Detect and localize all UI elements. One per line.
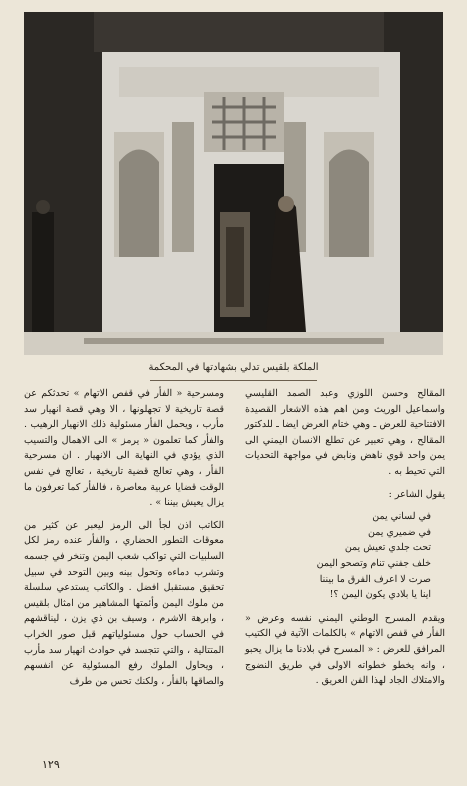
- poem-line: اينا يا بلادي يكون اليمن ؟!: [329, 589, 431, 601]
- poem-line: صرت لا اعرف الفرق ما بيننا: [319, 573, 431, 585]
- left-paragraph-2: الكاتب اذن لجأ الى الرمز ليعبر عن كثير من معوقات التطور الحضاري ، والفأر عنده رمز لكل السلبيات التي تواكب شعب اليمن وتنخر في جسمه وتشرب دماءه وتحول بينه وبين التوحد في سبيل تحقيق مستقبل افضل . والكاتب يستدعي سلسلة من ملوك اليمن وأئمتها المشاهير من امثال بلقيس ، وابرهة الاشرم ، وسيف بن ذي يزن ، ليناقشهم في الحساب حول مسئولياتهم قبل صور الخراب المتتالية ، والتي تتجسد في حوادث انهيار سد مأرب ، ويحاول الملوك رفع المسئولية عن انفسهم والصاقها بالفأر ، ولكنك تحس من طرف: [24, 519, 224, 687]
- poem-line: تحت جلدي تعيش يمن: [344, 542, 431, 554]
- caption-divider: [150, 380, 317, 381]
- stage-photo: [24, 12, 443, 355]
- poem-line: خلف جفني تنام وتصحو اليمن: [316, 557, 431, 569]
- right-paragraph-2: يقول الشاعر :: [388, 488, 445, 500]
- photo-caption: الملكة بلقيس تدلي بشهادتها في المحكمة: [148, 362, 319, 373]
- stage-scene-illustration: [24, 12, 443, 355]
- poem-line: في لساني يمن: [372, 511, 431, 523]
- page-number: ١٢٩: [42, 758, 60, 771]
- poem-line: في ضميري يمن: [368, 526, 431, 538]
- poem-block: [245, 509, 445, 603]
- left-text-column: [24, 386, 224, 696]
- left-paragraph-1: ومسرحية « الفأر في قفص الاتهام » تحدثكم عن قصة تاريخية لا تجهلونها ، الا وهي قصة انهيار سد مأرب ، ويحمل الفأر مسئولية ذلك الانهيار الرهيب . والفأر كما تعلمون « يرمز » الى الاهمال والتسيب الذي يؤدي في النهاية الى الانهيار . ان مسرحية الفأر ، وهي تعالج قضية تاريخية ، تعالج في نفس الوقت قضايا عربية معاصرة ، فالفأر كما تعرفون ما يزال يعيش بيننا » .: [24, 388, 224, 509]
- right-paragraph-3: ويقدم المسرح الوطني اليمني نفسه وعرض « الفأر في قفص الاتهام » بالكلمات الآتية في الكتيب المرافق للعرض : « المسرح في بلادنا ما يزال يحبو ، وانه يخطو خطواته الاولى في طريق النضوج والامتلاك الجاد لهذا الفن العريق .: [245, 612, 445, 687]
- right-paragraph-1: المقالح وحسن اللوزي وعبد الصمد القليسي واسماعيل الوريث ومن اهم هذه الاشعار القصيدة الافتتاحية للعرض ـ وهي ختام العرض ايضا ـ للدكتور المقالح ، وهي تعبير عن تطلع الانسان اليمني الى يمن واحد قوي ناهض ونابض في مواجهة التحديات التي تحيط به .: [245, 388, 445, 477]
- right-text-column: [245, 386, 445, 696]
